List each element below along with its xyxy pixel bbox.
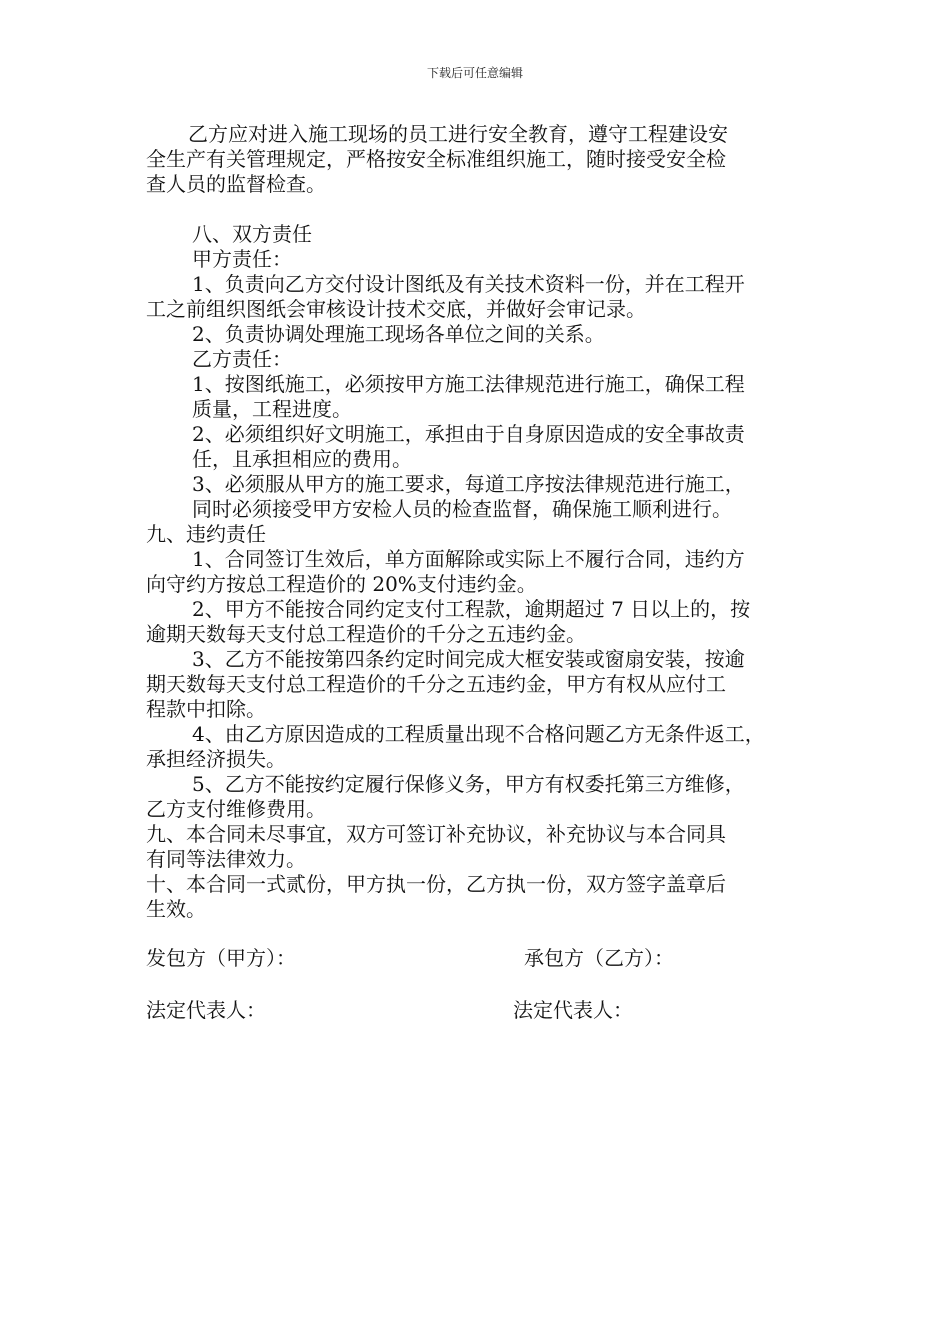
breach-item-2-line-2: 逾期天数每天支付总工程造价的千分之五违约金。	[146, 622, 586, 646]
party-b-representative-label: 法定代表人：	[513, 998, 633, 1022]
breach-item-3-line-2: 期天数每天支付总工程造价的千分之五违约金，甲方有权从应付工	[146, 672, 726, 696]
supplement-clause-line-2: 有同等法律效力。	[146, 847, 306, 871]
breach-item-3-line-3: 程款中扣除。	[146, 697, 266, 721]
safety-line-3: 查人员的监督检查。	[146, 172, 326, 196]
copies-clause-line-1: 十、本合同一式贰份，甲方执一份，乙方执一份，双方签字盖章后	[146, 872, 726, 896]
party-b-heading: 乙方责任：	[192, 347, 292, 371]
party-b-item-3-line-2: 同时必须接受甲方安检人员的检查监督，确保施工顺利进行。	[192, 497, 732, 521]
breach-item-4-line-1: 4、由乙方原因造成的工程质量出现不合格问题乙方无条件返工，	[192, 722, 765, 746]
party-a-heading: 甲方责任：	[192, 247, 292, 271]
party-a-item-1-line-2: 工之前组织图纸会审核设计技术交底，并做好会审记录。	[146, 297, 646, 321]
safety-line-2: 全生产有关管理规定，严格按安全标准组织施工，随时接受安全检	[146, 147, 726, 171]
breach-item-3-line-1: 3、乙方不能按第四条约定时间完成大框安装或窗扇安装，按逾	[192, 647, 745, 671]
breach-item-1-line-1: 1、合同签订生效后，单方面解除或实际上不履行合同，违约方	[192, 547, 745, 571]
breach-item-4-line-2: 承担经济损失。	[146, 747, 286, 771]
party-a-item-2: 2、负责协调处理施工现场各单位之间的关系。	[192, 322, 605, 346]
breach-item-5-line-2: 乙方支付维修费用。	[146, 797, 326, 821]
breach-item-2-line-1: 2、甲方不能按合同约定支付工程款，逾期超过 7 日以上的，按	[192, 597, 751, 621]
party-b-item-2-line-1: 2、必须组织好文明施工，承担由于自身原因造成的安全事故责	[192, 422, 745, 446]
header-note: 下载后可任意编辑	[426, 66, 523, 80]
section-8-title: 八、双方责任	[192, 222, 312, 246]
party-b-item-2-line-2: 任，且承担相应的费用。	[192, 447, 412, 471]
party-b-signature-label: 承包方（乙方）：	[524, 946, 674, 970]
contract-body	[146, 122, 816, 922]
party-a-representative-label: 法定代表人：	[146, 998, 266, 1022]
breach-item-5-line-1: 5、乙方不能按约定履行保修义务，甲方有权委托第三方维修，	[192, 772, 745, 796]
party-a-item-1-line-1: 1、负责向乙方交付设计图纸及有关技术资料一份，并在工程开	[192, 272, 745, 296]
party-a-signature-label: 发包方（甲方）：	[146, 946, 296, 970]
breach-item-1-line-2: 向守约方按总工程造价的 20%支付违约金。	[146, 572, 537, 596]
safety-line-1: 乙方应对进入施工现场的员工进行安全教育，遵守工程建设安	[188, 122, 728, 146]
section-9-title: 九、违约责任	[146, 522, 266, 546]
party-b-item-3-line-1: 3、必须服从甲方的施工要求，每道工序按法律规范进行施工，	[192, 472, 745, 496]
party-b-item-1-line-1: 1、按图纸施工，必须按甲方施工法律规范进行施工，确保工程	[192, 372, 745, 396]
party-b-item-1-line-2: 质量，工程进度。	[192, 397, 352, 421]
supplement-clause-line-1: 九、本合同未尽事宜，双方可签订补充协议，补充协议与本合同具	[146, 822, 726, 846]
copies-clause-line-2: 生效。	[146, 897, 206, 921]
